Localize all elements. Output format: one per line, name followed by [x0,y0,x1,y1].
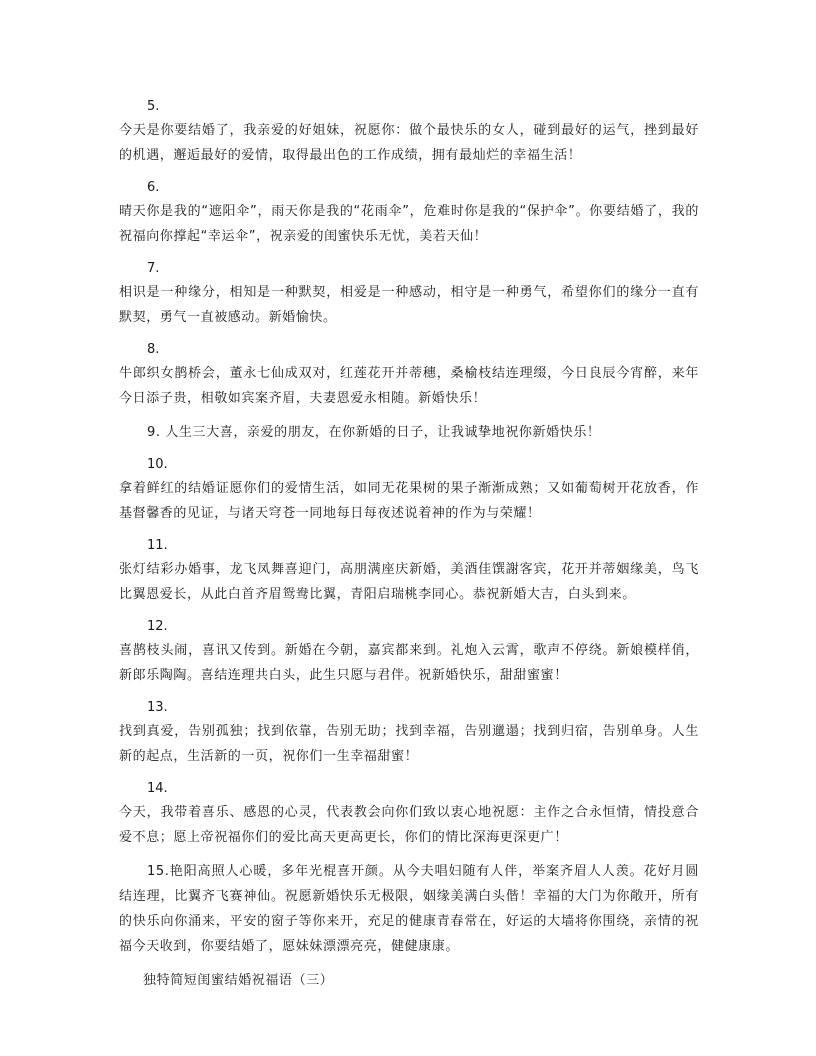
entry-number: 13. [147,700,168,715]
entry-text: 牛郎织女鹊桥会，董永七仙成双对，红莲花开并蒂穗，桑榆枝结连理缀，今日良辰今宵醉，来年今日添子贵，相敬如宾案齐眉，夫妻恩爱永相随。新婚快乐！ [119,366,699,406]
entry-text: 张灯结彩办婚事，龙飞凤舞喜迎门，高朋满座庆新婚，美酒佳馔謝客宾，花开并蒂姻缘美，鸟飞比翼恩爱长，从此白首齐眉鸳鸯比翼，青阳启瑞桃李同心。恭祝新婚大吉，白头到来。 [119,562,699,602]
entry-number: 10. [147,457,168,472]
entry-text: 相识是一种缘分，相知是一种默契，相爱是一种感动，相守是一种勇气，希望你们的缘分一直有默契，勇气一直被感动。新婚愉快。 [119,285,699,325]
entry-text: 今天是你要结婚了，我亲爱的好姐妹，祝愿你：做个最快乐的女人，碰到最好的运气，挫到最好的机遇，邂逅最好的爱情，取得最出色的工作成绩，拥有最灿烂的幸福生活！ [119,123,699,163]
section-heading: 独特简短闺蜜结婚祝福语（三） [143,973,334,988]
entry-text: 找到真爱，告别孤独；找到依靠，告别无助；找到幸福，告别邋遢；找到归宿，告别单身。人生新的起点，生活新的一页，祝你们一生幸福甜蜜！ [119,724,699,764]
entry-number: 14. [147,781,168,796]
entry-text: 15.艳阳高照人心暖，多年光棍喜开颜。从今夫唱妇随有人伴，举案齐眉人人羡。花好月圆结连理，比翼齐飞赛神仙。祝愿新婚快乐无极限，姻缘美满白头偕！幸福的大门为你敞开，所有的快乐向你涌来，平安的窗子等你来开，充足的健康青春常在，好运的大墙将你围绕，亲情的祝福今天收到，你要结婚了，愿妹妹漂漂亮亮，健健康康。 [119,864,699,954]
list-item [119,535,699,607]
list-item [119,859,699,959]
list-item [119,697,699,769]
list-item [119,616,699,688]
entry-number: 6. [147,180,160,195]
list-item [119,177,699,249]
entry-number: 7. [147,261,160,276]
list-item [119,96,699,168]
entry-text: 喜鹊枝头闹，喜讯又传到。新婚在今朝，嘉宾都来到。礼炮入云霄，歌声不停绕。新娘模样俏，新郎乐陶陶。喜结连理共白头，此生只愿与君伴。祝新婚快乐，甜甜蜜蜜！ [119,643,699,683]
entry-text: 晴天你是我的“遮阳伞”，雨天你是我的“花雨伞”，危难时你是我的“保护伞”。你要结婚了，我的祝福向你撑起“幸运伞”，祝亲爱的闺蜜快乐无忧，美若天仙！ [119,204,699,244]
entry-number: 5. [147,99,160,114]
list-item [119,778,699,850]
list-item [119,339,699,411]
entry-text: 拿着鲜红的结婚证愿你们的爱情生活，如同无花果树的果子渐渐成熟；又如葡萄树开花放香，作基督馨香的见证，与诸天穹苍一同地每日每夜述说着神的作为与荣耀！ [119,481,699,521]
entry-number: 12. [147,619,168,634]
list-item [119,454,699,526]
list-item [119,420,699,445]
entry-number: 11. [147,538,168,553]
list-item [119,258,699,330]
entry-text: 9. 人生三大喜，亲爱的朋友，在你新婚的日子，让我诚挚地祝你新婚快乐！ [147,425,601,440]
document-body [119,96,699,993]
entry-text: 今天，我带着喜乐、感恩的心灵，代表教会向你们致以衷心地祝愿：主作之合永恒情，情投意合爱不息；愿上帝祝福你们的爱比高天更高更长，你们的情比深海更深更广！ [119,805,699,845]
entry-number: 8. [147,342,160,357]
